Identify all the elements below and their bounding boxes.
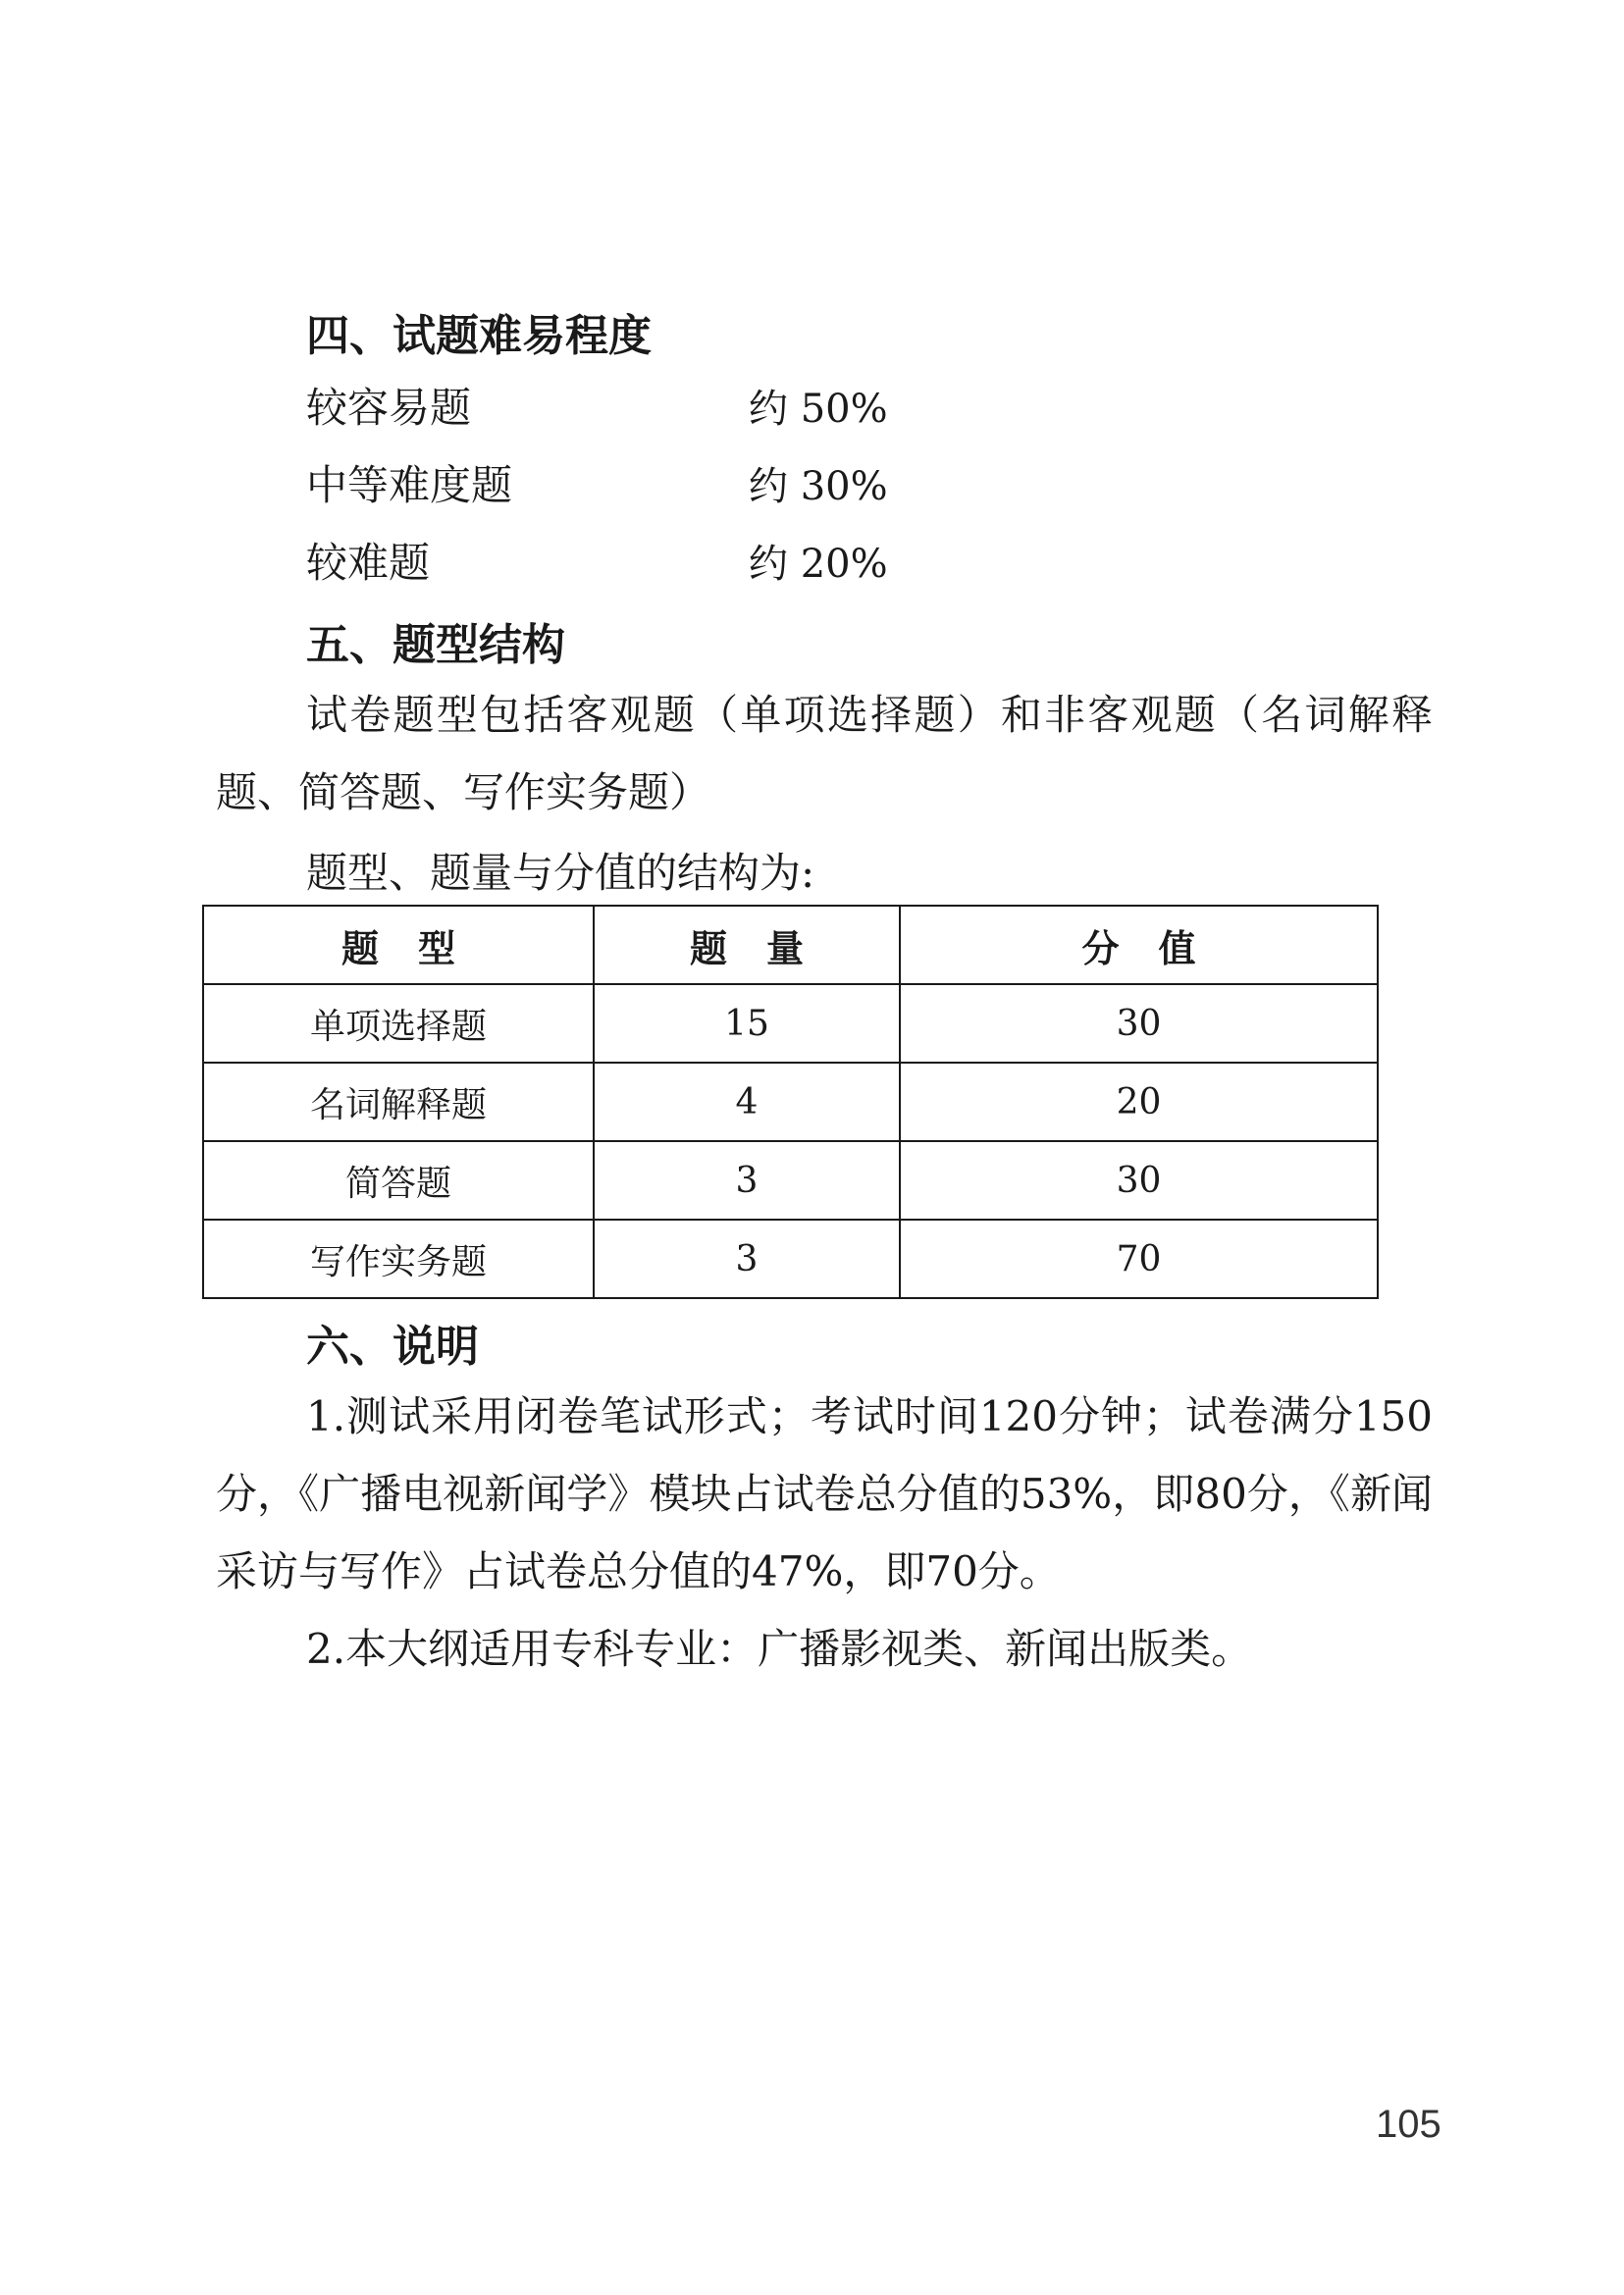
cell-score: 70 — [900, 1220, 1378, 1298]
difficulty-value-easy: 约 50% — [749, 387, 888, 432]
cell-count: 4 — [594, 1063, 900, 1141]
question-structure-table — [202, 905, 1379, 1299]
difficulty-value-medium: 约 30% — [749, 464, 888, 509]
cell-score: 20 — [900, 1063, 1378, 1141]
note-item-2: 2.本大纲适用专科专业：广播影视类、新闻出版类。 — [306, 1625, 1253, 1673]
cell-type: 单项选择题 — [203, 984, 594, 1063]
note-item-1: 1.测试采用闭卷笔试形式；考试时间120分钟；试卷满分150分，《广播电视新闻学》模块占试卷总分值的53%，即80分，《新闻采访与写作》占试卷总分值的47%，即70分。 — [216, 1392, 1433, 1595]
header-type: 题型 — [203, 906, 594, 984]
table-row — [203, 984, 1378, 1063]
table-intro: 题型、题量与分值的结构为: — [306, 849, 815, 897]
difficulty-label-hard: 较难题 — [306, 539, 431, 587]
table-header-row — [203, 906, 1378, 984]
difficulty-label-medium: 中等难度题 — [306, 461, 513, 509]
cell-type: 简答题 — [203, 1141, 594, 1220]
cell-count: 15 — [594, 984, 900, 1063]
cell-count: 3 — [594, 1220, 900, 1298]
header-count: 题量 — [594, 906, 900, 984]
cell-count: 3 — [594, 1141, 900, 1220]
question-types-paragraph: 试卷题型包括客观题（单项选择题）和非客观题（名词解释题、简答题、写作实务题） — [216, 691, 1433, 816]
difficulty-value-hard: 约 20% — [749, 542, 888, 587]
cell-type: 写作实务题 — [203, 1220, 594, 1298]
table-row — [203, 1141, 1378, 1220]
section-4-heading: 四、试题难易程度 — [306, 311, 652, 361]
table-row — [203, 1063, 1378, 1141]
table-row — [203, 1220, 1378, 1298]
cell-type: 名词解释题 — [203, 1063, 594, 1141]
cell-score: 30 — [900, 984, 1378, 1063]
section-5-heading: 五、题型结构 — [306, 620, 565, 670]
page-number: 105 — [1376, 2103, 1441, 2146]
section-6-heading: 六、说明 — [306, 1322, 479, 1372]
difficulty-label-easy: 较容易题 — [306, 384, 472, 432]
cell-score: 30 — [900, 1141, 1378, 1220]
header-score: 分值 — [900, 906, 1378, 984]
